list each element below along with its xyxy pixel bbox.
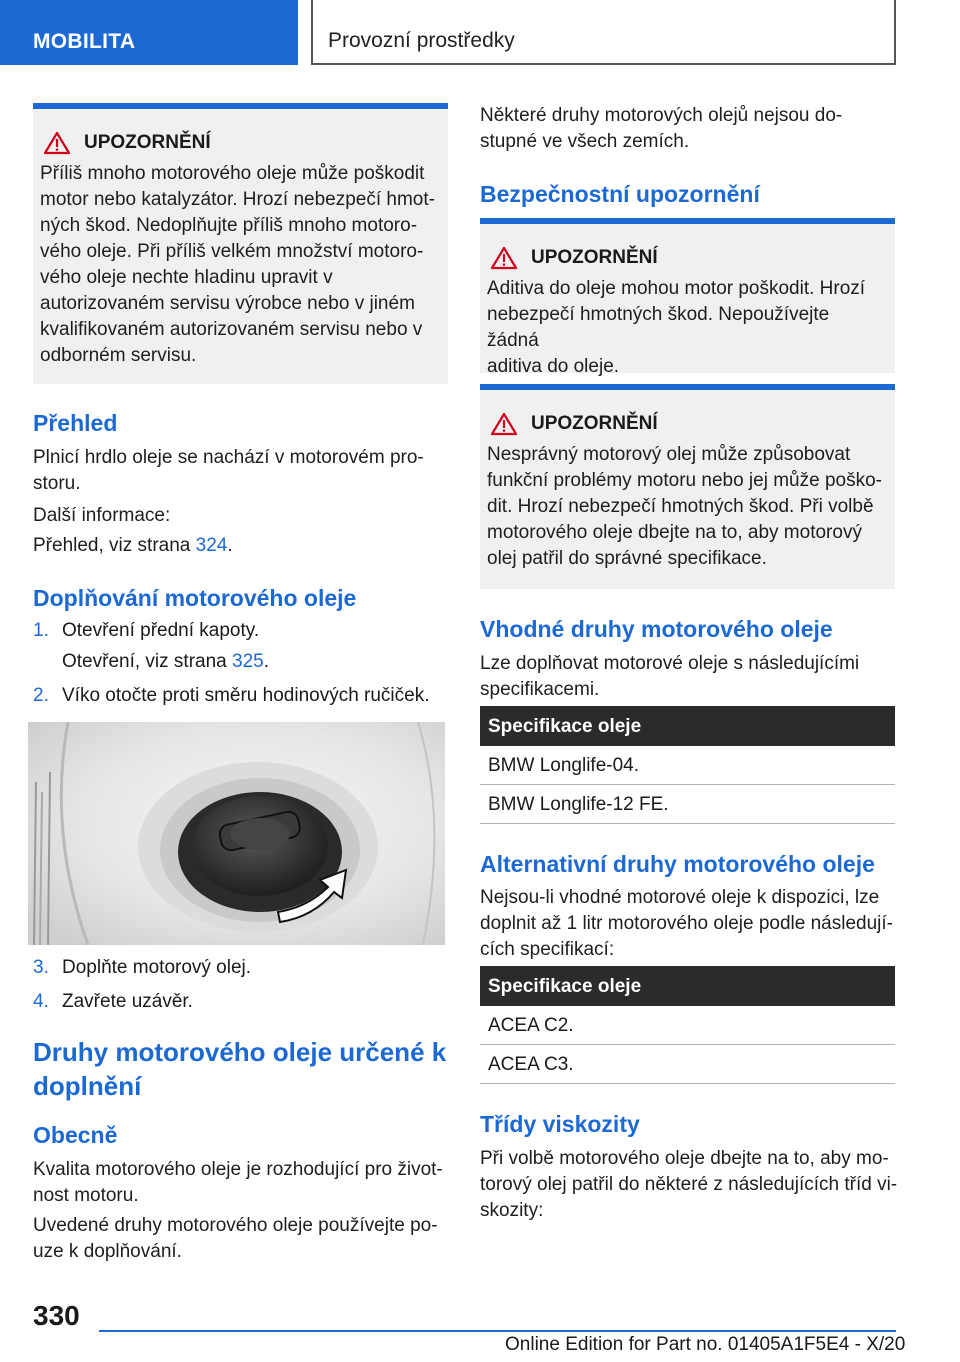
spec-table-alternative	[480, 966, 895, 1084]
heading-line: doplnění	[33, 1071, 142, 1101]
section-tab: MOBILITA	[0, 0, 298, 65]
heading-line: Druhy motorového oleje určené k	[33, 1037, 447, 1067]
text-line: motorového oleje dbejte na to, aby motorový	[487, 522, 862, 543]
table-header: Specifikace oleje	[480, 706, 895, 746]
list-item	[33, 618, 448, 644]
text-line: Příliš mnoho motorového oleje může poškodit	[40, 163, 425, 184]
text-line: aditiva do oleje.	[487, 356, 620, 377]
warning-triangle-icon	[490, 246, 518, 270]
text-line: ných škod. Nedoplňujte příliš mnoho motoro-	[40, 215, 418, 236]
warning-text	[487, 442, 883, 572]
steps-list-continued	[33, 955, 448, 1015]
warning-triangle-icon	[490, 412, 518, 436]
warning-text	[487, 276, 883, 380]
warning-header	[487, 246, 883, 270]
text-line: stupné ve všech zemích.	[480, 131, 690, 152]
chapter-title: Provozní prostředky	[311, 0, 896, 65]
text-line: Uvedené druhy motorového oleje používejte po-	[33, 1215, 438, 1236]
text-line: doplnit až 1 litr motorového oleje podle následují-	[480, 913, 893, 934]
warning-triangle-icon	[43, 131, 71, 155]
obecne-text-1	[33, 1157, 448, 1209]
obecne-text-2	[33, 1213, 448, 1265]
section-heading-prehled: Přehled	[33, 410, 118, 436]
section-heading-bezpecnost: Bezpečnostní upozornění	[480, 181, 760, 207]
text-line: Kvalita motorového oleje je rozhodující pro život-	[33, 1159, 443, 1180]
text-line: autorizovaném servisu výrobce nebo v jiném	[40, 293, 415, 314]
step-number: 2.	[33, 685, 49, 706]
vhodne-text	[480, 651, 895, 703]
text-line: Nesprávný motorový olej může způsobovat	[487, 444, 851, 465]
page-link-324[interactable]: 324	[195, 535, 228, 556]
reference-end: .	[263, 651, 269, 672]
step-number: 1.	[33, 620, 49, 641]
page-link-325[interactable]: 325	[232, 651, 264, 672]
text-line: dit. Hrozí nebezpečí hmotných škod. Při volbě	[487, 496, 874, 517]
steps-list	[33, 618, 448, 709]
prehled-reference	[33, 533, 233, 559]
step-text: Zavřete uzávěr.	[62, 991, 193, 1012]
reference-text: Otevření, viz strana	[62, 651, 233, 672]
oil-cap-illustration	[28, 722, 445, 945]
warning-text	[40, 161, 436, 369]
step-text: Doplňte motorový olej.	[62, 957, 252, 978]
edition-note: Online Edition for Part no. 01405A1F5E4 - X/20	[505, 1334, 906, 1355]
text-line: Plnicí hrdlo oleje se nachází v motorovém pro-	[33, 447, 424, 468]
text-line: nebezpečí hmotných škod. Nepoužívejte žádná	[487, 304, 830, 351]
text-line: Lze doplňovat motorové oleje s následujícími	[480, 653, 860, 674]
spec-table-suitable	[480, 706, 895, 824]
text-line: uze k doplňování.	[33, 1241, 182, 1262]
section-heading-vhodne: Vhodné druhy motorového oleje	[480, 616, 833, 642]
prehled-text	[33, 445, 448, 497]
warning-box	[480, 384, 895, 589]
reference-text: Přehled, viz strana	[33, 535, 196, 556]
section-heading-alternativni: Alternativní druhy motorového oleje	[480, 851, 875, 877]
text-line: vého oleje nechte hladinu upravit v	[40, 267, 333, 288]
step-text: Víko otočte proti směru hodinových ručiček.	[62, 685, 430, 706]
warning-title: UPOZORNĚNÍ	[531, 413, 658, 434]
text-line: skozity:	[480, 1200, 544, 1221]
footer-divider	[99, 1330, 896, 1332]
table-row: ACEA C3.	[480, 1045, 895, 1084]
step-reference	[33, 649, 448, 675]
text-line: odborném servisu.	[40, 345, 197, 366]
list-item	[33, 683, 448, 709]
alternativni-text	[480, 885, 900, 963]
text-line: torový olej patřil do některé z následujících tříd vi-	[480, 1174, 898, 1195]
text-line: Nejsou-li vhodné motorové oleje k dispozici, lze	[480, 887, 880, 908]
text-line: cích specifikací:	[480, 939, 615, 960]
list-item	[33, 955, 448, 981]
text-line: Některé druhy motorových olejů nejsou do-	[480, 105, 843, 126]
text-line: funkční problémy motoru nebo jej může poško-	[487, 470, 882, 491]
warning-box	[480, 218, 895, 377]
list-item	[33, 989, 448, 1015]
warning-title: UPOZORNĚNÍ	[84, 132, 211, 153]
section-heading-doplnovani: Doplňování motorového oleje	[33, 585, 357, 611]
text-line: olej patřil do správné specifikace.	[487, 548, 767, 569]
page-number: 330	[33, 1300, 80, 1331]
section-heading-druhy	[33, 1035, 453, 1103]
reference-end: .	[227, 535, 233, 556]
text-line: nost motoru.	[33, 1185, 139, 1206]
table-row: ACEA C2.	[480, 1006, 895, 1045]
viskozita-text	[480, 1146, 900, 1224]
warning-box	[33, 103, 448, 384]
more-info-label: Další informace:	[33, 505, 171, 526]
warning-title: UPOZORNĚNÍ	[531, 247, 658, 268]
intro-text	[480, 103, 895, 155]
step-number: 4.	[33, 991, 49, 1012]
text-line: motor nebo katalyzátor. Hrozí nebezpečí hmot-	[40, 189, 435, 210]
text-line: Aditiva do oleje mohou motor poškodit. Hrozí	[487, 278, 866, 299]
warning-header	[40, 131, 436, 155]
step-number: 3.	[33, 957, 49, 978]
text-line: vého oleje. Při příliš velkém množství motoro-	[40, 241, 424, 262]
text-line: specifikacemi.	[480, 679, 600, 700]
table-header: Specifikace oleje	[480, 966, 895, 1006]
text-line: Při volbě motorového oleje dbejte na to, aby mo-	[480, 1148, 889, 1169]
section-heading-obecne: Obecně	[33, 1122, 118, 1148]
oil-filler-cap-image	[28, 722, 445, 945]
warning-header	[487, 412, 883, 436]
section-heading-viskozita: Třídy viskozity	[480, 1111, 640, 1137]
text-line: storu.	[33, 473, 81, 494]
text-line: kvalifikovaném autorizovaném servisu nebo v	[40, 319, 423, 340]
table-row: BMW Longlife-04.	[480, 746, 895, 785]
step-text: Otevření přední kapoty.	[62, 620, 260, 641]
table-row: BMW Longlife-12 FE.	[480, 785, 895, 824]
